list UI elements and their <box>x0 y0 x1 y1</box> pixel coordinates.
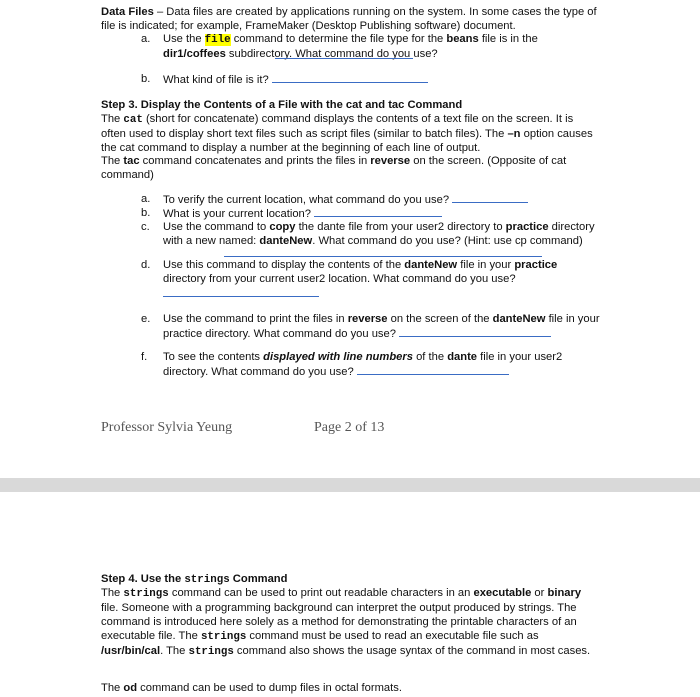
footer-author: Professor Sylvia Yeung <box>101 420 233 435</box>
answer-line[interactable] <box>452 192 528 203</box>
step3-paragraph-cat: The cat (short for concatenate) command displays the contents of a text file on the screen. It is often used to display short text files such as script files (similar to batch files). The –n option causes the cat command to display a number at the beginning of each line of output. <box>101 113 593 154</box>
od-paragraph: The od command can be used to dump files in octal formats. <box>101 682 402 694</box>
answer-line[interactable] <box>272 72 428 83</box>
document-page-3 <box>0 492 700 697</box>
answer-line[interactable] <box>163 296 319 297</box>
document-page-2: Data Files – Data files are created by applications running on the system. In some cases the type of file is indicated; for example, FrameMaker (Desktop Publishing software) document. a. Use the file command to determine the file type for the beans file is in the dir1/coffees subdirectory. What command do you use? b. What kind of file is it? Step 3. Display the Contents of a File with the cat and tac Command The cat (short for concatenate) command displays the contents of a text file on the screen. It is often used to display short text files such as script files (similar to batch files). The –n option causes the cat command to display a number at the beginning of each line of output. The tac command concatenates and prints the files in reverse on the screen. (Opposite of cat command) a. To verify the current location, what command do you use? b. What is your current location? c. Use the command to copy the dante file from your user2 directory to practice directory with a new named: danteNew. What command do you use? (Hint: use cp command) d. Use this command to display the contents of the danteNew file in your practice directory from your current user2 location. What command do you use? e. Use the command to print the files in reverse on the screen of the danteNew file in your practice directory. What command do you use? f. To see the contents displayed with line numbers of the dante file in your user2 directory. What command do you use? Professor Sylvia Yeung Page 2 of 13 <box>0 0 700 478</box>
answer-line[interactable] <box>314 206 442 217</box>
answer-line[interactable] <box>224 256 542 257</box>
footer-page-number: Page 2 of 13 <box>314 420 385 435</box>
answer-line[interactable] <box>399 326 551 337</box>
page-separator <box>0 478 700 492</box>
step4-paragraph: The strings command can be used to print out readable characters in an executable or binary file. Someone with a programming background can interpret the output produced by strings. The command is introduced here solely as a method for demonstrating the printable characters of an executable file. The strings command must be used to read an executable file such as /usr/bin/cal. The strings command also shows the usage syntax of the command in most cases. <box>101 587 591 658</box>
step4-heading: Step 4. Use the strings Command <box>101 573 288 586</box>
file-command: file <box>204 34 231 46</box>
step3-heading: Step 3. Display the Contents of a File with the cat and tac Command <box>101 99 463 111</box>
data-files-title: Data Files <box>101 6 154 18</box>
answer-line[interactable] <box>275 58 413 59</box>
step3-paragraph-tac: The tac command concatenates and prints the files in reverse on the screen. (Opposite of cat command) <box>101 155 567 181</box>
answer-line[interactable] <box>357 364 509 375</box>
data-files-paragraph: Data Files – Data files are created by applications running on the system. In some cases the type of file is indicated; for example, FrameMaker (Desktop Publishing software) document. <box>101 6 597 32</box>
